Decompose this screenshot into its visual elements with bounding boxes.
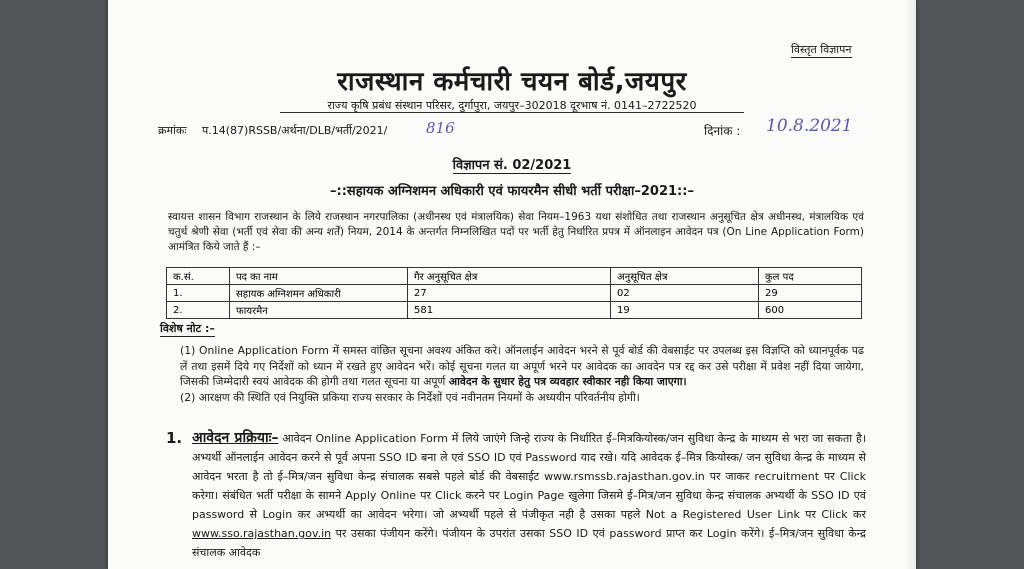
header-non-scheduled: गैर अनुसूचित क्षेत्र <box>408 268 611 285</box>
detailed-advertisement-label: विस्तृत विज्ञापन <box>791 43 852 56</box>
document-page <box>108 0 916 569</box>
cell-total: 29 <box>759 285 862 302</box>
special-notes <box>180 343 864 405</box>
cell-post-name: सहायक अग्निशमन अधिकारी <box>230 285 408 302</box>
advertisement-subject: –::सहायक अग्निशमन अधिकारी एवं फायरमैन सीधी भर्ती परीक्षा–2021::– <box>330 184 694 199</box>
section-application-process <box>192 429 866 562</box>
address-underline <box>280 112 744 113</box>
cell-post-name: फायरमैन <box>230 302 408 319</box>
table-row <box>167 285 862 302</box>
note-2: (2) आरक्षण की स्थिति एवं नियुक्ति प्रकिया राज्य सरकार के निर्देशों एवं नवीनतम नियमों के अध्ययीन परिवर्तनीय होगी। <box>180 390 640 404</box>
intro-paragraph: स्वायत्त शासन विभाग राजस्थान के लिये राजस्थान नगरपालिका (अधीनस्थ एवं मंत्रालयिक) सेवा नियम–1963 यथा संशोधित तथा राजस्थान अनुसूचित क्षेत्र अधीनस्थ, मंत्रालयिक एवं चतुर्थ श्रेणी सेवा (भर्ती एवं सेवा की अन्य शर्तें) नियम, 2014 के अन्तर्गत निम्नलिखित पदों पर भर्ती हेतु निर्धारित प्रपत्र में ऑनलाइन आवेदन पत्र (On Line Application Form) आमंत्रित किये जाते हैं :– <box>168 211 864 253</box>
header-scheduled: अनुसूचित क्षेत्र <box>611 268 759 285</box>
table-header-row <box>167 268 862 285</box>
cell-scheduled: 19 <box>611 302 759 319</box>
cell-scheduled: 02 <box>611 285 759 302</box>
header-sno: क.सं. <box>167 268 230 285</box>
date-handwritten: 10.8.2021 <box>766 116 853 136</box>
header-total-posts: कुल पद <box>759 268 862 285</box>
advertisement-number <box>108 155 916 173</box>
reference-number: प.14(87)RSSB/अर्थना/DLB/भर्ती/2021/ <box>202 124 388 137</box>
reference-label: क्रमांकः <box>158 124 187 137</box>
table-row <box>167 302 862 319</box>
section-title: आवेदन प्रक्रियाः– <box>192 430 279 446</box>
posts-table <box>166 267 862 319</box>
reference-handwritten: 816 <box>426 119 455 137</box>
cell-sno: 1. <box>167 285 230 302</box>
advertisement-number-text: विज्ञापन सं. 02/2021 <box>452 158 572 173</box>
note-1 <box>180 343 864 390</box>
cell-sno: 2. <box>167 302 230 319</box>
organization-title: राजस्थान कर्मचारी चयन बोर्ड,जयपुर <box>337 67 687 97</box>
header-post-name: पद का नाम <box>230 268 408 285</box>
section-text-2: पर उसका पंजीयन करेंगे। पंजीयन के उपरांत उसका SSO ID एवं password प्राप्त कर Login करेंगे। ई–मित्र/जन सुविधा केन्द्र संचालक आवेदक <box>192 527 866 559</box>
page-edge-shadow <box>904 0 916 569</box>
note-1-text: (1) Online Application Form में समस्त वांछित सूचना अवश्य अंकित करे। ऑनलाईन आवेदन भरने से पूर्व बोर्ड की वेबसाईट पर उपलब्ध इस विज्ञप्ति को ध्यानपूर्वक पढ लें तथा इसमें दिये गए निर्देशों को ध्यान में रखते हुए आवेदन भरें। कोई सूचना गलत या अपूर्ण भरने पर आवेदक का आवदेन पत्र रद्द कर उसे परीक्षा में प्रवेश नहीं दिया जायेगा, जिसकी जिम्मेदारी स्वयं आवेदक की होगी तथा गलत सूचना या अपूर्ण <box>180 344 864 388</box>
cell-non-scheduled: 27 <box>408 285 611 302</box>
section-number: 1. <box>166 429 183 447</box>
cell-non-scheduled: 581 <box>408 302 611 319</box>
special-note-heading: विशेष नोट :– <box>160 322 215 335</box>
date-label: दिनांक : <box>704 124 741 138</box>
organization-address: राज्य कृषि प्रबंध संस्थान परिसर, दुर्गापुरा, जयपुर–302018 दूरभाष नं. 0141–2722520 <box>327 99 697 112</box>
section-text-1: आवेदन Online Application Form में लिये जाएंगे जिन्हे राज्य के निर्धारित ई–मित्रकियोस्क/जन सुविधा केन्द्र के माध्यम से भरा जा सकता है। अभ्यर्थी ऑनलाईन आवेदन करने से पूर्व अपना SSO ID बना ले एवं SSO ID एवं Password याद रखे। यदि आवेदक ई–मित्र कियोस्क/ जन सुविधा केन्द्र के माध्यम से आवेदन भरता है तो ई–मित्र/जन सुविधा केन्द्र संचालक सबसे पहले बोर्ड की वेबसाईट www.rsmssb.rajasthan.gov.in पर जाकर recruitment पर Click करेगा। संबंधित भर्ती परीक्षा के सामने Apply Online पर Click करने पर Login Page खुलेगा जिसमे ई–मित्र/जन सुविधा केन्द्र संचालक अभ्यर्थी के SSO ID एवं password से Login कर अभ्यर्थी का आवेदन भरेगा। जो अभ्यर्थी पहले से पंजीकृत नही है उसका पहले Not a Registered User Link पर Click कर <box>192 432 866 521</box>
note-1-emphasis: आवेदन के सुधार हेतु पत्र व्यवहार स्वीकार नही किया जाएगा। <box>448 375 687 388</box>
sso-website-link[interactable]: www.sso.rajasthan.gov.in <box>192 527 332 540</box>
cell-total: 600 <box>759 302 862 319</box>
